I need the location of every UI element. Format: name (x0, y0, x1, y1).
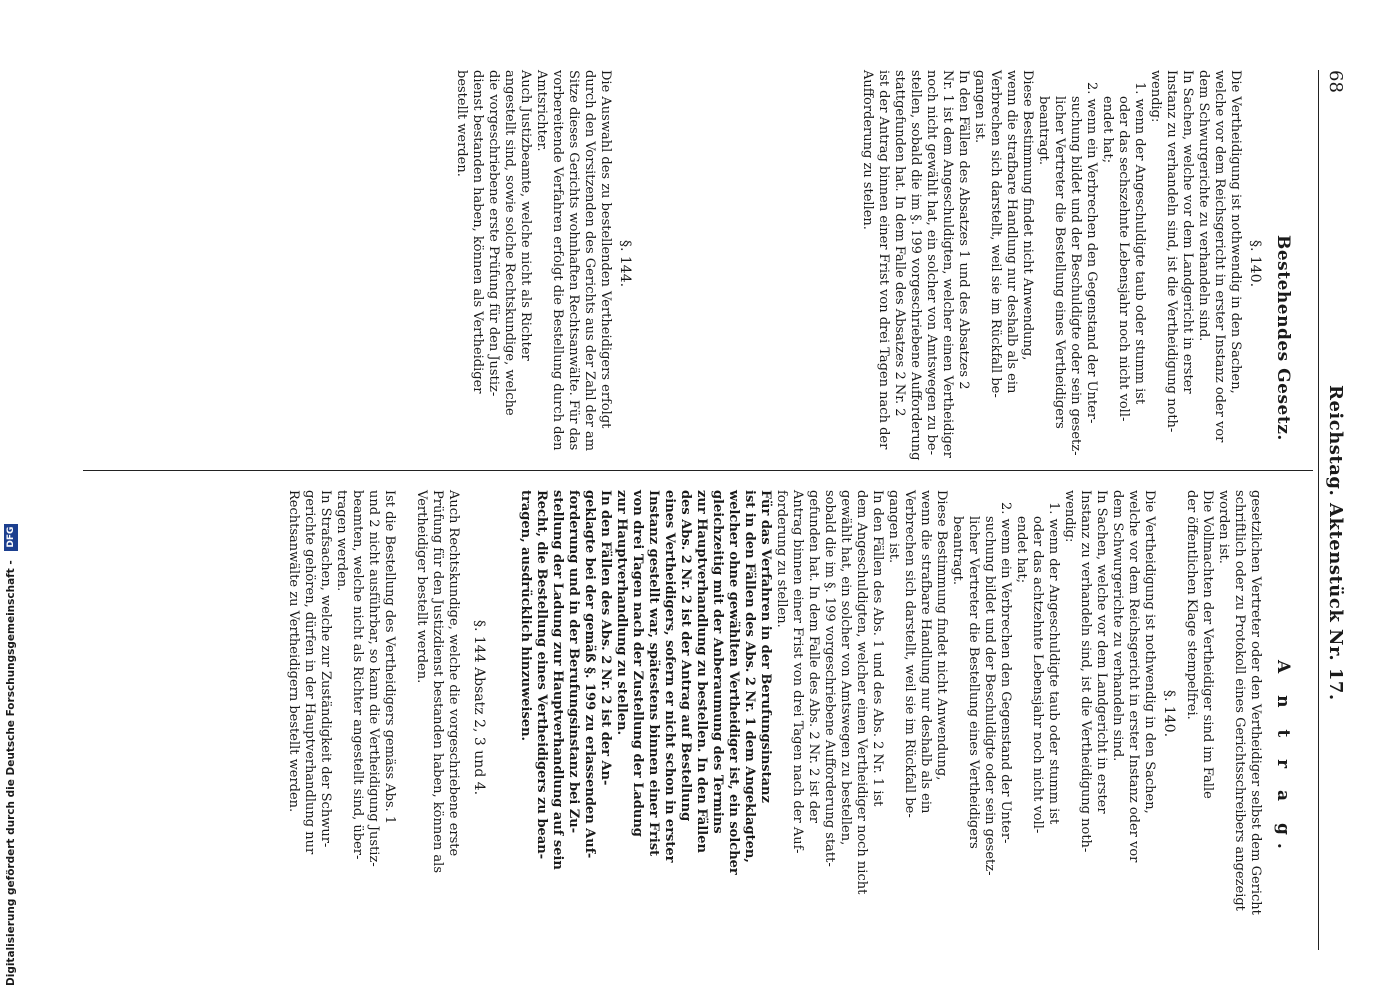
text-line: gewählt hat, ein solcher von Amtswegen zu bestellen, (838, 490, 853, 846)
text-line: Amtsrichter. (534, 70, 549, 152)
document-header: Reichstag. Aktenstück Nr. 17. (1325, 385, 1346, 701)
text-line: gesetzlichen Vertreter oder den Vertheidiger selbst dem Gericht (1248, 490, 1263, 915)
text-line: 1. wenn der Angeschuldigte taub oder stumm ist (1132, 82, 1147, 405)
text-line: worden ist. (1216, 490, 1231, 564)
text-line: beantragt. (950, 516, 965, 586)
text-line: Nr. 1 ist dem Angeschuldigten, welcher einen Vertheidiger (940, 70, 955, 458)
text-line: forderung zu stellen. (774, 490, 789, 628)
text-line: beamten, welche nicht als Richter angestellt sind, über- (350, 490, 365, 860)
text-line: sobald die im §. 199 vorgeschriebene Aufforderung statt- (822, 490, 837, 867)
text-line: Auch Rechtskundige, welche die vorgeschriebene erste (446, 490, 461, 857)
text-line: Antrag binnen einer Frist von drei Tagen nach der Auf- (790, 490, 805, 854)
amendment-line: von drei Tagen nach der Zustellung der Ladung (630, 490, 645, 837)
text-line: beantragt. (1036, 96, 1051, 166)
text-line: oder das achtzehnte Lebensjahr noch nicht voll- (1030, 516, 1045, 834)
text-line: Die Vollmachten der Vertheidiger sind im Falle (1200, 490, 1215, 799)
text-line: Diese Bestimmung findet nicht Anwendung, (934, 490, 949, 781)
text-line: wenn die strafbare Handlung nur deshalb als ein (1004, 70, 1019, 394)
section-heading: §. 144. (617, 240, 633, 288)
text-line: Vertheidiger bestellt werden. (414, 490, 429, 684)
text-line: Rechtsanwälte zu Vertheidigern bestellt werden. (286, 490, 301, 813)
text-line: In Sachen, welche vor dem Landgericht in erster (1180, 70, 1195, 394)
text-line: 1. wenn der Angeschuldigte taub oder stumm ist (1046, 502, 1061, 825)
text-line: In den Fällen des Absatzes 1 und des Absatzes 2 (956, 70, 971, 390)
amendment-line: ist in den Fällen des Abs. 2 Nr. 1 dem Angeklagten, (742, 490, 757, 863)
header-rule (1318, 70, 1319, 950)
text-line: tragen werden. (334, 490, 349, 592)
amendment-line: Recht, die Bestellung eines Vertheidigers zu bean- (534, 490, 549, 860)
antrag-title: A n t r a g. (1273, 660, 1293, 857)
text-line: welche vor dem Reichsgericht in erster Instanz oder vor (1126, 490, 1141, 863)
text-line: stellen, sobald die im §. 199 vorgeschriebene Aufforderung (908, 70, 923, 461)
section-heading: §. 140. (1247, 240, 1263, 288)
page-number: 68 (1325, 70, 1346, 93)
text-line: die vorgeschriebene erste Prüfung für den Justiz- (486, 70, 501, 397)
text-line: Verbrechen sich darstellt, weil sie im Rückfall be- (988, 70, 1003, 398)
text-line: endet hat; (1014, 516, 1029, 584)
text-line: gefunden hat. In dem Falle des Abs. 2 Nr. 2 ist der (806, 490, 821, 823)
text-line: wenn die strafbare Handlung nur deshalb als ein (918, 490, 933, 814)
section-heading: §. 140. (1161, 690, 1177, 738)
text-line: Die Vertheidigung ist nothwendig in den Sachen, (1228, 70, 1243, 394)
amendment-line: forderung und in der Berufungsinstanz bei Zu- (566, 490, 581, 834)
amendment-line: gleichzeitig mit der Anberaumung des Termins (710, 490, 725, 834)
text-line: gerichte gehören, dürfen in der Hauptverhandlung nur (302, 490, 317, 855)
text-line: In Strafsachen, welche zur Zuständigkeit der Schwur- (318, 490, 333, 848)
text-line: stattgefunden hat. In dem Falle des Absatzes 2 Nr. 2 (892, 70, 907, 417)
text-line: Sitze dieses Gerichts wohnhaften Rechtsanwälte. Für das (566, 70, 581, 451)
amendment-line: Für das Verfahren in der Berufungsinstanz (758, 490, 773, 803)
text-line: suchung bildet und der Beschuldigte oder sein gesetz- (1068, 96, 1083, 456)
digitization-credit: Digitalisierung gefördert durch die Deutsche Forschungsgemeinschaft - (5, 560, 17, 986)
text-line: licher Vertreter die Bestellung eines Vertheidigers (966, 516, 981, 849)
section-heading: §. 144 Absatz 2, 3 und 4. (471, 620, 487, 796)
text-line: angestellt sind, sowie solche Rechtskundige, welche (502, 70, 517, 416)
text-line: schriftlich oder zu Protokoll eines Gerichtsschreibers angezeigt (1232, 490, 1247, 911)
text-line: Instanz zu verhandeln sind, ist die Vertheidigung noth- (1164, 70, 1179, 433)
text-line: ist der Antrag binnen einer Frist von drei Tagen nach der (876, 70, 891, 450)
amendment-line: tragen, ausdrücklich hinzuweisen. (518, 490, 533, 742)
digitization-sidebar (0, 0, 22, 1000)
text-line: Aufforderung zu stellen. (860, 70, 875, 230)
amendment-line: des Abs. 2 Nr. 2 ist der Antrag auf Bestellung (678, 490, 693, 822)
text-line: dem Schwurgerichte zu verhandeln sind. (1196, 70, 1211, 342)
left-column-title: Bestehendes Gesetz. (1273, 235, 1293, 441)
text-line: 2. wenn ein Verbrechen den Gegenstand der Unter- (1084, 82, 1099, 424)
text-line: In den Fällen des Abs. 1 und des Abs. 2 Nr. 1 ist (870, 490, 885, 807)
text-line: In Sachen, welche vor dem Landgericht in erster (1094, 490, 1109, 814)
amendment-line: In den Fällen des Abs. 2 Nr. 2 ist der An- (598, 490, 613, 786)
text-line: endet hat; (1100, 96, 1115, 164)
text-line: gangen ist. (972, 70, 987, 144)
text-line: dienst bestanden haben, können als Vertheidiger (470, 70, 485, 394)
text-line: oder das sechszehnte Lebensjahr noch nicht voll- (1116, 96, 1131, 422)
text-line: 2. wenn ein Verbrechen den Gegenstand der Unter- (998, 502, 1013, 844)
amendment-line: stellung der Ladung zur Hauptverhandlung auf sein (550, 490, 565, 870)
text-line: licher Vertreter die Bestellung eines Vertheidigers (1052, 96, 1067, 429)
column-divider (83, 470, 1313, 471)
text-line: welche vor dem Reichsgericht in erster Instanz oder vor (1212, 70, 1227, 443)
text-line: noch nicht gewählt hat, ein solcher von Amtswegen zu be- (924, 70, 939, 456)
dfg-logo: DFG (4, 524, 18, 551)
text-line: vorbereitende Verfahren erfolgt die Bestellung durch den (550, 70, 565, 451)
amendment-line: Instanz gestellt war, spätestens binnen einer Frist (646, 490, 661, 857)
text-line: Instanz zu verhandeln sind, ist die Vertheidigung noth- (1078, 490, 1093, 853)
amendment-line: geklagte bei der gemäß §. 199 zu erlassenden Auf- (582, 490, 597, 859)
text-line: wendig: (1148, 70, 1163, 123)
text-line: Ist die Bestellung des Vertheidigers gemäss Abs. 1 (382, 490, 397, 825)
text-line: und 2 nicht ausführbar, so kann die Vertheidigung Justiz- (366, 490, 381, 867)
text-line: der öffentlichen Klage stempelfrei. (1184, 490, 1199, 720)
amendment-line: zur Hauptverhandlung zu bestellen. In den Fällen (694, 490, 709, 853)
text-line: dem Schwurgerichte zu verhandeln sind. (1110, 490, 1125, 762)
amendment-line: zur Hauptverhandlung zu stellen. (614, 490, 629, 736)
text-line: Die Vertheidigung ist nothwendig in den Sachen, (1142, 490, 1157, 814)
text-line: Auch Justizbeamte, welche nicht als Richter (518, 70, 533, 361)
amendment-line: welcher ohne gewählten Vertheidiger ist, ein solcher (726, 490, 741, 875)
text-line: Diese Bestimmung findet nicht Anwendung, (1020, 70, 1035, 361)
text-line: gangen ist. (886, 490, 901, 564)
text-line: bestellt werden. (454, 70, 469, 177)
text-line: suchung bildet und der Beschuldigte oder sein gesetz- (982, 516, 997, 876)
amendment-line: eines Vertheidigers, sofern er nicht schon in erster (662, 490, 677, 863)
text-line: Die Auswahl des zu bestellenden Vertheidigers erfolgt (598, 70, 613, 429)
text-line: dem Angeschuldigten, welcher einen Vertheidiger noch nicht (854, 490, 869, 895)
text-line: Verbrechen sich darstellt, weil sie im Rückfall be- (902, 490, 917, 818)
text-line: durch den Vorsitzenden des Gerichts aus der Zahl der am (582, 70, 597, 452)
text-line: Prüfung für den Justizdienst bestanden haben, können als (430, 490, 445, 874)
text-line: wendig: (1062, 490, 1077, 543)
